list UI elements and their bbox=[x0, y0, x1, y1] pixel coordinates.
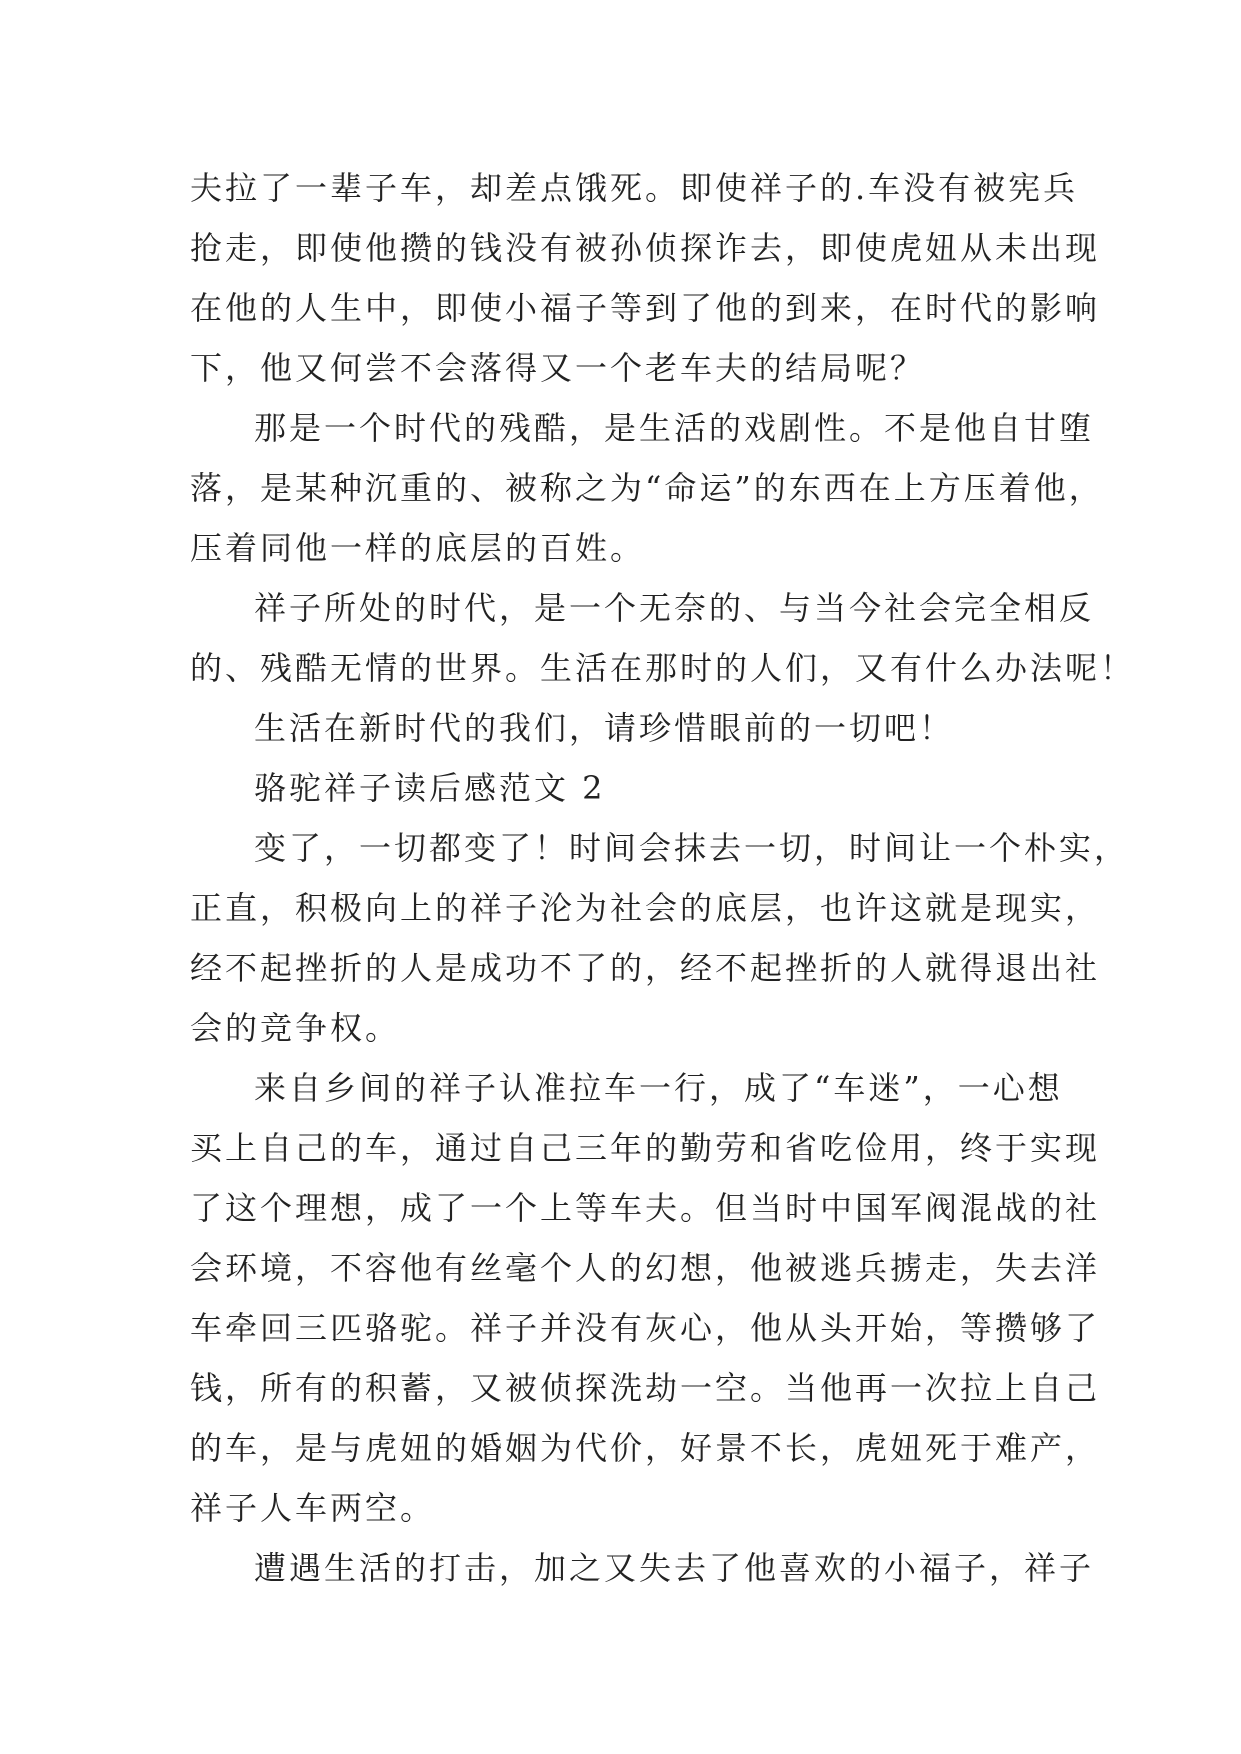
paragraph-start-line: 遭遇生活的打击，加之又失去了他喜欢的小福子，祥子 bbox=[254, 1549, 1095, 1587]
paragraph-start-line: 生活在新时代的我们，请珍惜眼前的一切吧！ bbox=[254, 709, 955, 747]
paragraph-start-line: 祥子所处的时代，是一个无奈的、与当今社会完全相反 bbox=[254, 589, 1095, 627]
text-line: 钱，所有的积蓄，又被侦探洗劫一空。当他再一次拉上自己 bbox=[190, 1369, 1101, 1407]
section-heading: 骆驼祥子读后感范文 2 bbox=[254, 769, 606, 807]
text-line: 抢走，即使他攒的钱没有被孙侦探诈去，即使虎妞从未出现 bbox=[190, 229, 1101, 267]
text-line: 祥子人车两空。 bbox=[190, 1489, 436, 1527]
paragraph-start-line: 来自乡间的祥子认准拉车一行，成了“车迷”，一心想 bbox=[254, 1069, 1063, 1107]
text-line: 压着同他一样的底层的百姓。 bbox=[190, 529, 646, 567]
text-line: 夫拉了一辈子车，却差点饿死。即使祥子的.车没有被宪兵 bbox=[190, 169, 1079, 207]
paragraph-start-line: 那是一个时代的残酷，是生活的戏剧性。不是他自甘堕 bbox=[254, 409, 1095, 447]
text-line: 在他的人生中，即使小福子等到了他的到来，在时代的影响 bbox=[190, 289, 1101, 327]
paragraph-start-line: 变了，一切都变了！时间会抹去一切，时间让一个朴实， bbox=[254, 829, 1130, 867]
text-line: 会的竞争权。 bbox=[190, 1009, 401, 1047]
text-line: 下，他又何尝不会落得又一个老车夫的结局呢？ bbox=[190, 349, 926, 387]
text-line: 车牵回三匹骆驼。祥子并没有灰心，他从头开始，等攒够了 bbox=[190, 1309, 1101, 1347]
text-line: 正直，积极向上的祥子沦为社会的底层，也许这就是现实， bbox=[190, 889, 1101, 927]
text-line: 落，是某种沉重的、被称之为“命运”的东西在上方压着他， bbox=[190, 469, 1104, 507]
text-line: 会环境，不容他有丝毫个人的幻想，他被逃兵掳走，失去洋 bbox=[190, 1249, 1101, 1287]
text-line: 的车，是与虎妞的婚姻为代价，好景不长，虎妞死于难产， bbox=[190, 1429, 1101, 1467]
text-line: 经不起挫折的人是成功不了的，经不起挫折的人就得退出社 bbox=[190, 949, 1101, 987]
text-line: 的、残酷无情的世界。生活在那时的人们，又有什么办法呢！ bbox=[190, 649, 1136, 687]
text-line: 了这个理想，成了一个上等车夫。但当时中国军阀混战的社 bbox=[190, 1189, 1101, 1227]
body-text bbox=[190, 158, 1136, 1598]
text-line: 买上自己的车，通过自己三年的勤劳和省吃俭用，终于实现 bbox=[190, 1129, 1101, 1167]
